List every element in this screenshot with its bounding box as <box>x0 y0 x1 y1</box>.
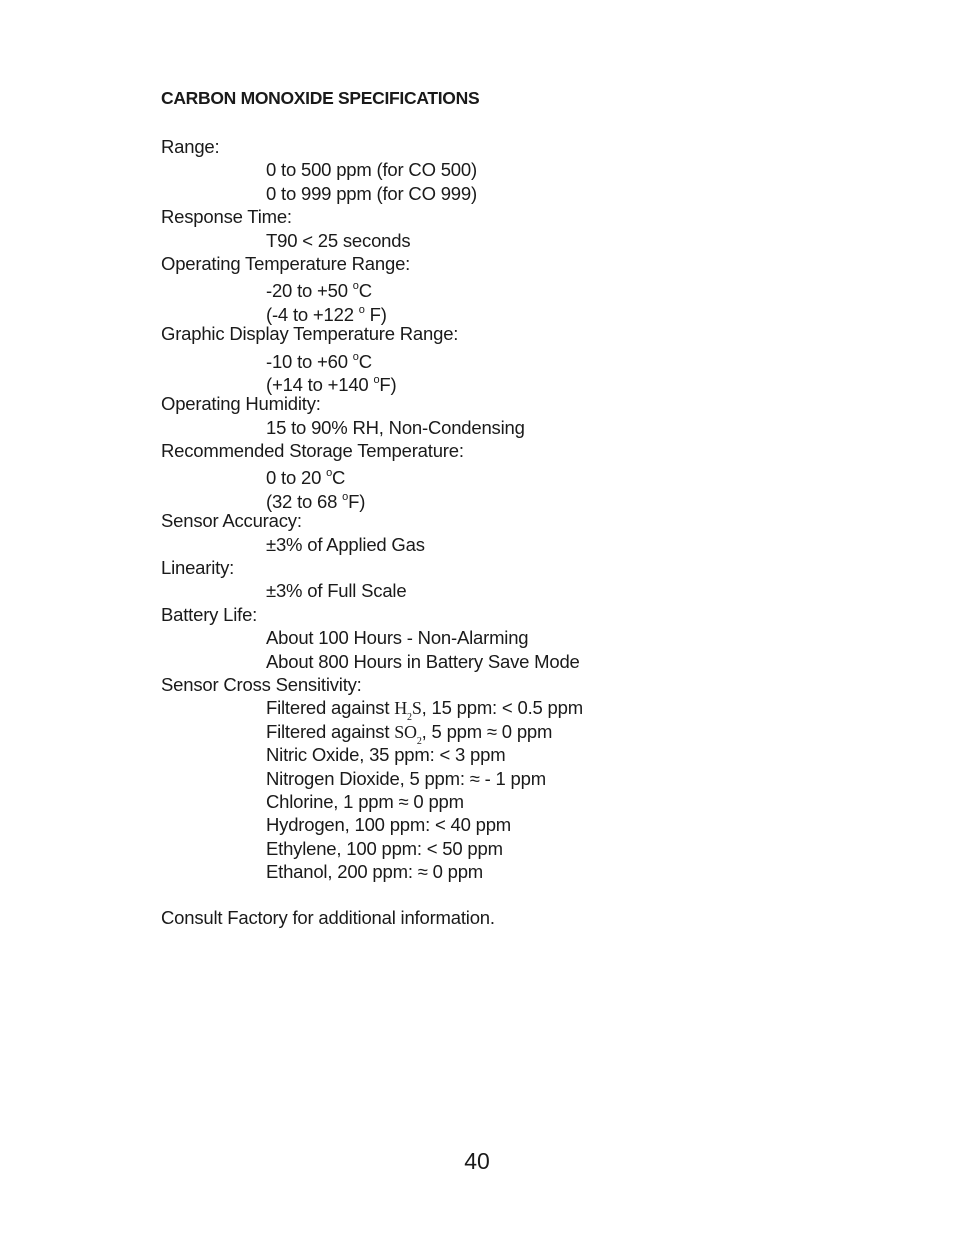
cross-sensitivity-h2s: Filtered against $H_2S$, 15 ppm: < 0.5 ppm <box>266 697 583 724</box>
spec-value-celsius: -20 to +50 $^o$C <box>266 280 372 302</box>
spec-label-response-time: Response Time: <box>161 206 292 228</box>
spec-value: About 800 Hours in Battery Save Mode <box>266 650 580 672</box>
spec-value-fahrenheit: (+14 to +140 $^o$F) <box>266 373 397 395</box>
footer-note: Consult Factory for additional information. <box>161 907 495 928</box>
spec-value-celsius: -10 to +60 $^o$C <box>266 350 372 372</box>
spec-value-fahrenheit: (32 to 68 $^o$F) <box>266 490 366 512</box>
cross-sensitivity-item: Nitric Oxide, 35 ppm: < 3 ppm <box>266 744 506 766</box>
spec-value: 0 to 500 ppm (for CO 500) <box>266 159 477 181</box>
degree-symbol: o <box>342 490 349 503</box>
degree-symbol: o <box>352 350 359 363</box>
degree-symbol: o <box>326 467 333 480</box>
spec-label-display-temperature: Graphic Display Temperature Range: <box>161 323 459 345</box>
degree-symbol: o <box>358 303 365 316</box>
spec-value: 15 to 90% RH, Non-Condensing <box>266 416 525 438</box>
spec-value: ±3% of Full Scale <box>266 580 407 602</box>
spec-value: T90 < 25 seconds <box>266 229 411 251</box>
page-title: CARBON MONOXIDE SPECIFICATIONS <box>161 88 480 108</box>
spec-label-storage-temperature: Recommended Storage Temperature: <box>161 440 464 462</box>
degree-symbol: o <box>373 373 380 386</box>
spec-value-fahrenheit: (-4 to +122 $^o$ F) <box>266 303 387 325</box>
spec-value-celsius: 0 to 20 $^o$C <box>266 467 346 489</box>
spec-label-linearity: Linearity: <box>161 557 235 579</box>
spec-value: About 100 Hours - Non-Alarming <box>266 627 529 649</box>
spec-label-sensor-accuracy: Sensor Accuracy: <box>161 510 302 532</box>
spec-list <box>161 135 861 884</box>
cross-sensitivity-item: Chlorine, 1 ppm ≈ 0 ppm <box>266 790 464 812</box>
spec-value: ±3% of Applied Gas <box>266 533 425 555</box>
spec-label-operating-temperature: Operating Temperature Range: <box>161 252 411 274</box>
cross-sensitivity-item: Hydrogen, 100 ppm: < 40 ppm <box>266 814 512 836</box>
spec-label-operating-humidity: Operating Humidity: <box>161 393 321 415</box>
spec-value: 0 to 999 ppm (for CO 999) <box>266 182 477 204</box>
cross-sensitivity-item: Ethanol, 200 ppm: ≈ 0 ppm <box>266 861 484 883</box>
page-number: 40 <box>464 1148 490 1174</box>
degree-symbol: o <box>352 280 359 293</box>
cross-sensitivity-so2: Filtered against $SO_2$, 5 ppm ≈ 0 ppm <box>266 720 553 747</box>
spec-label-cross-sensitivity: Sensor Cross Sensitivity: <box>161 673 362 695</box>
spec-label-range: Range: <box>161 136 220 157</box>
spec-label-battery-life: Battery Life: <box>161 603 258 625</box>
cross-sensitivity-item: Nitrogen Dioxide, 5 ppm: ≈ - 1 ppm <box>266 767 546 789</box>
cross-sensitivity-item: Ethylene, 100 ppm: < 50 ppm <box>266 837 503 859</box>
